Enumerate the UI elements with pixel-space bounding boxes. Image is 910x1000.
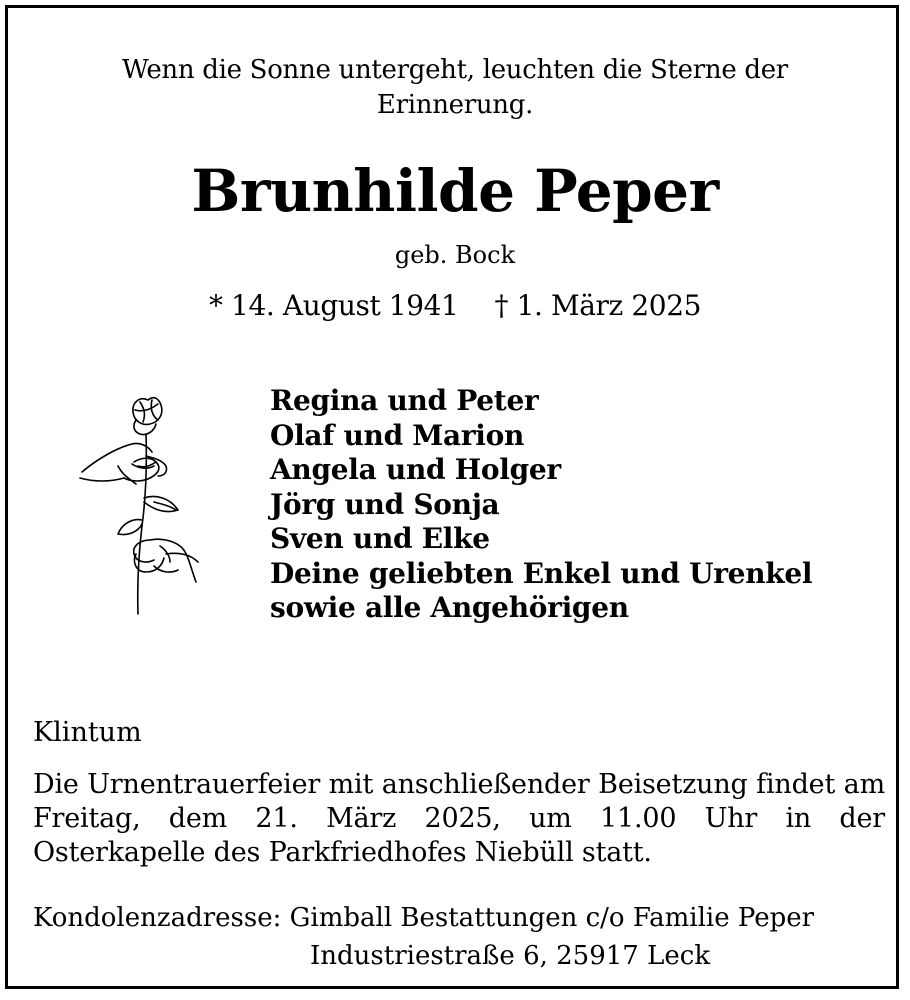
deceased-name: Brunhilde Peper [191,157,719,225]
mourners-list [270,384,890,626]
motto-line-1: Wenn die Sonne untergeht, leuchten die Sterne der [122,55,788,85]
place: Klintum [33,717,142,748]
mourner-line: Olaf und Marion [270,418,525,452]
rose-hands-illustration [70,386,210,618]
condolence-address-line-2: Industriestraße 6, 25917 Leck [310,941,711,971]
motto-line-2: Erinnerung. [376,90,534,120]
mourner-line: Jörg und Sonja [270,487,500,521]
ceremony-text: Die Urnentrauerfeier mit anschließender Beisetzung findet am Freitag, dem 21. März 2025, um 11.00 Uhr in der Osterkapelle des Parkfriedhofes Niebüll statt. [33,769,885,868]
mourner-line: sowie alle Angehörigen [270,591,629,624]
mourner-line: Sven und Elke [270,522,490,555]
death-date: † 1. März 2025 [494,289,702,322]
condolence-address-line-1: Kondolenzadresse: Gimball Bestattungen c/o Familie Peper [33,903,815,933]
obituary-frame [5,5,899,989]
birth-name: geb. Bock [394,241,516,269]
mourner-line: Angela und Holger [270,453,561,486]
mourner-line: Deine geliebten Enkel und Urenkel [270,556,813,590]
life-dates [8,288,902,324]
mourner-line: Regina und Peter [270,384,539,417]
motto [8,53,902,123]
birth-date: * 14. August 1941 [208,289,459,322]
